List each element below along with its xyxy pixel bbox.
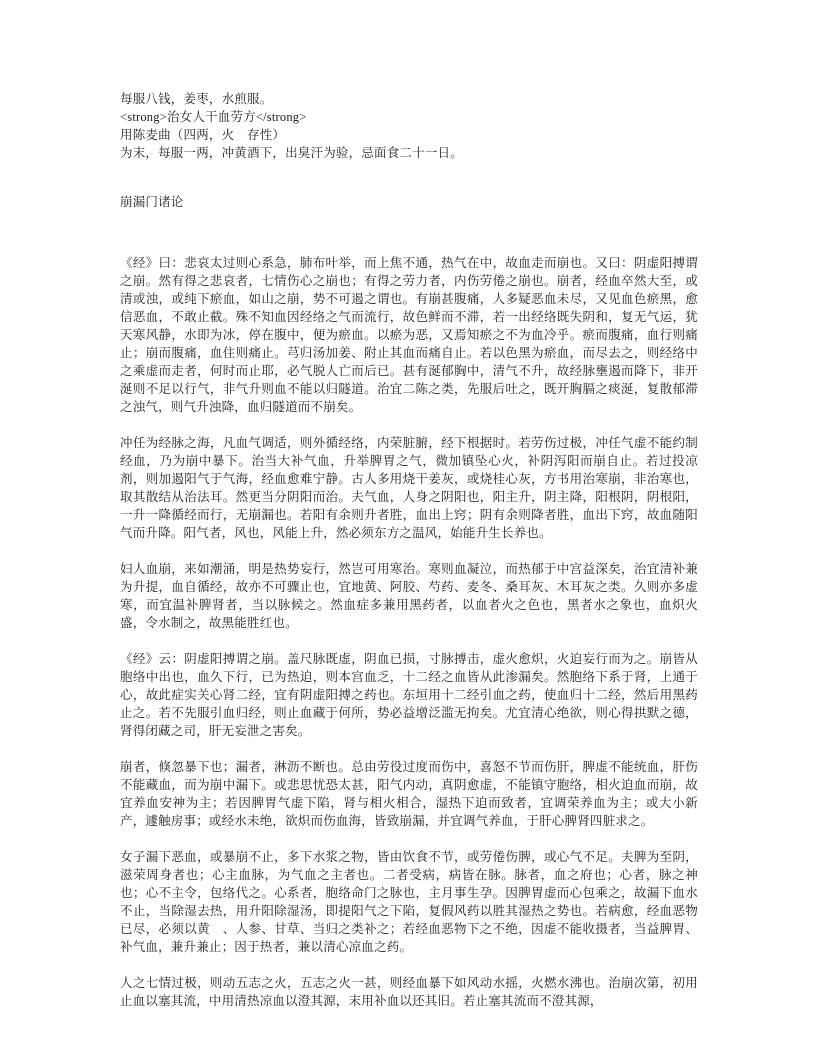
intro-line: 为末，每服一两，冲黄酒下，出臭汗为验，忌面食二十一日。: [120, 146, 463, 160]
paragraph: 女子漏下恶血，或暴崩不止，多下水浆之物，皆由饮食不节，或劳倦伤脾，或心气不足。夫脾为至阴，滋荣周身者也；心主血脉，为气血之主者也。二者受病，病皆在脉。脉者，血之府也；心者，脉之神也；心不主令，包络代之。心系者，胞络命门之脉也，主月事生孕。因脾胃虚而心包乘之，故漏下血水不止，当除湿去热，用升阳除湿汤，即提阳气之下陷，复假风药以胜其湿热之势也。若病愈，经血恶物已尽，必须以黄 、人参、甘草、当归之类补之；若经血恶物下之不绝，因虚不能收摄者，当益脾胃、补气血，兼升兼止；因于热者，兼以清心凉血之药。: [120, 850, 698, 954]
paragraph: 《经》曰：悲哀太过则心系急，肺布叶举，而上焦不通，热气在中，故血走而崩也。又曰：阴虚阳搏谓之崩。然有得之悲哀者，七情伤心之崩也；有得之劳力者，内伤劳倦之崩也。崩者，经血卒然大至，或清或浊，或纯下瘀血，如山之崩，势不可遏之谓也。有崩甚腹痛，人多疑恶血未尽，又见血色瘀黑，愈信恶血，不敢止截。殊不知血因经络之气而流行，故色鲜而不滞，若一出经络既失阴和，复无气运，犹天寒风静，水即为冰，停在腹中，便为瘀血。以瘀为恶，又焉知瘀之不为血冷乎。瘀而腹痛，血行则痛止；崩而腹痛，血住则痛止。芎归汤加姜、附止其血而痛自止。若以色黑为瘀血，而尽去之，则经络中之乘虚而走者，何时而止耶，必气脱人亡而后已。甚有涎郁胸中，清气不升，故经脉壅遏而降下，非开涎则不足以行气，非气升则血不能以归隧道。治宜二陈之类，先服后吐之，既开胸膈之痰涎，复散郁滞之浊气，则气升浊降，血归隧道而不崩矣。: [120, 256, 698, 414]
section-title: 崩漏门诸论: [120, 195, 184, 209]
paragraph: 《经》云：阴虚阳搏谓之崩。盖尺脉既虚，阴血已损，寸脉搏击，虚火愈炽，火迫妄行而为之。崩皆从胞络中出也，血久下行，已为热迫，则本宫血乏，十二经之血皆从此渗漏矣。然胞络下系于肾，上通于心，故此症实关心肾二经，宜有阴虚阳搏之药也。东垣用十二经引血之药，使血归十二经，然后用黑药止之。若不先服引血归经，则止血藏于何所，势必益增泛滥无拘矣。尤宜清心绝欲，则心得拱默之德，肾得闭藏之司，肝无妄泄之害矣。: [120, 652, 698, 738]
text-block: [120, 90, 698, 1010]
paragraph: 妇人血崩，来如潮涌，明是热势妄行，然岂可用寒治。寒则血凝泣，而热郁于中宫益深矣，治宜清补兼为升提，血自循经，故亦不可骤止也，宜地黄、阿胶、芍药、麦冬、桑耳灰、木耳灰之类。久则亦多虚寒，而宜温补脾肾者，当以脉候之。然血症多兼用黑药者，以血者火之色也，黑者水之象也，血炽火盛，令水制之，故黑能胜红也。: [120, 562, 698, 630]
intro-line: <strong>治女人干血劳方</strong>: [120, 110, 307, 124]
paragraph: 崩者，倏忽暴下也；漏者，淋沥不断也。总由劳役过度而伤中，喜怒不节而伤肝，脾虚不能统血，肝伤不能藏血，而为崩中漏下。或悲思忧恐太甚，阳气内动，真阴愈虚，不能镇守胞络，相火迫血而崩，故宜养血安神为主；若因脾胃气虚下陷，肾与相火相合，湿热下迫而致者，宜调荣养血为主；或大小新产，遽触房事；或经水未绝，欲炽而伤血海，皆致崩漏，并宜调气养血，于肝心脾肾四脏求之。: [120, 760, 698, 828]
intro-block: [120, 90, 698, 162]
intro-line: 用陈麦曲（四两，火 存性）: [120, 128, 286, 142]
intro-line: 每服八钱，姜枣，水煎服。: [120, 92, 273, 106]
paragraph: 人之七情过极，则动五志之火，五志之火一甚，则经血暴下如风动水摇，火燃水沸也。治崩次第，初用止血以塞其流，中用清热凉血以澄其源，末用补血以还其旧。若止塞其流而不澄其源，: [120, 976, 698, 1008]
paragraph: 冲任为经脉之海，凡血气调适，则外循经络，内荣脏腑，经下根据时。若劳伤过极，冲任气虚不能约制经血，乃为崩中暴下。治当大补气血，升举脾胃之气，微加镇坠心火，补阴泻阳而崩自止。若过投凉剂，则加遏阳气于气海，经血愈难宁静。古人多用烧干姜灰，或烧桂心灰，方书用治寒崩，非治寒也，取其散结从治法耳。然更当分阴阳而治。夫气血，人身之阴阳也，阳主升，阴主降，阳根阴，阴根阳，一升一降循经而行，无崩漏也。若阳有余则升者胜，血出上窍；阴有余则降者胜，血出下窍，故血随阳气而升降。阳气者，风也，风能上升，然必须东方之温风，始能升生长养也。: [120, 436, 698, 540]
